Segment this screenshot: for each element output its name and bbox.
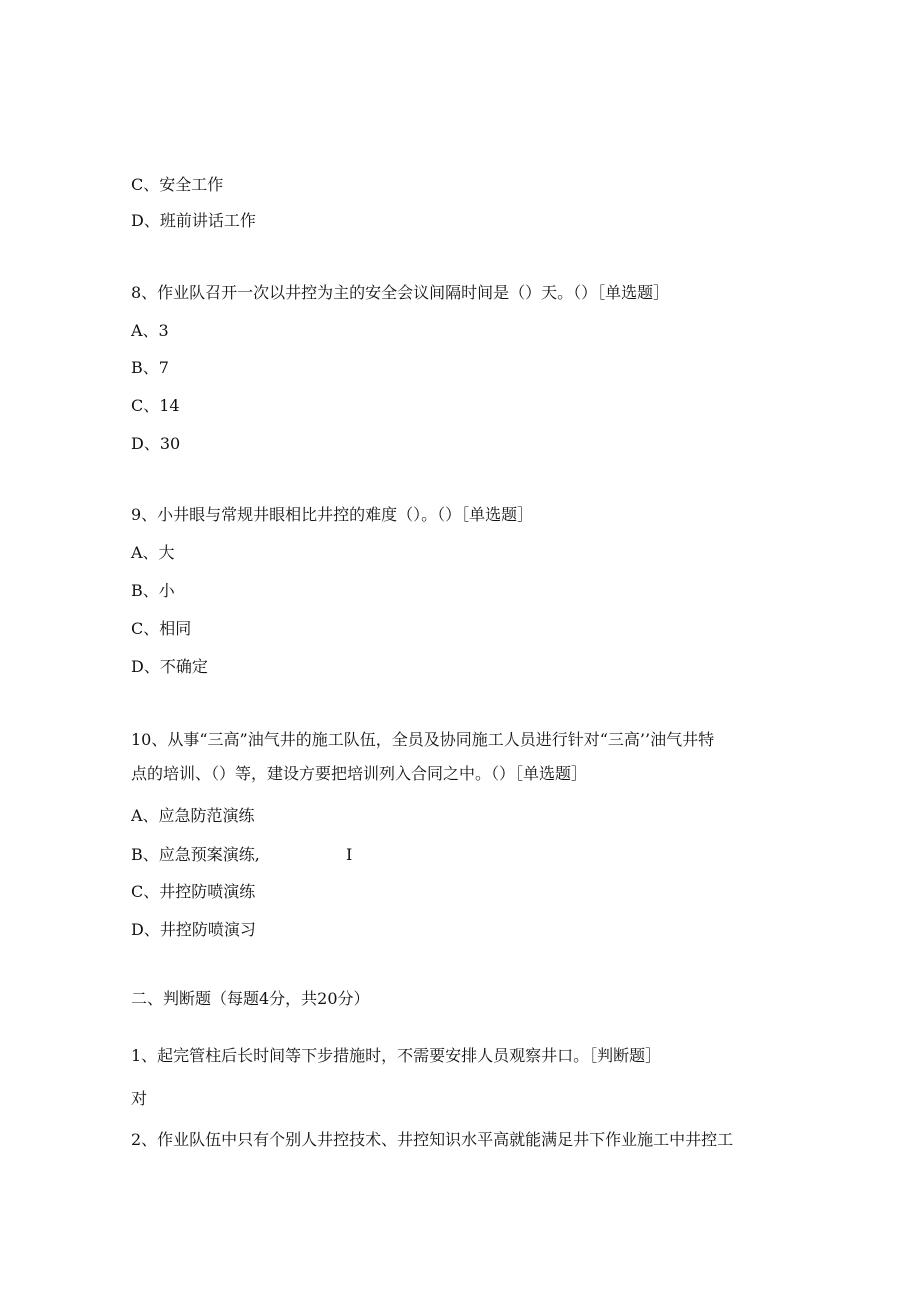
tf1-question: 1、起完管柱后长时间等下步措施时，不需要安排人员观察井口。［判断题］ xyxy=(131,1046,662,1065)
section2-heading: 二、判断题（每题4分，共20分） xyxy=(131,989,370,1008)
tf2-question: 2、作业队伍中只有个别人井控技术、井控知识水平高就能满足井下作业施工中井控工 xyxy=(131,1130,734,1149)
q9-option-c: C、相同 xyxy=(131,619,192,638)
q9-option-b: B、小 xyxy=(131,581,175,600)
q8-question: 8、作业队召开一次以井控为主的安全会议间隔时间是（）天。（）［单选题］ xyxy=(131,283,670,302)
q9-option-d: D、不确定 xyxy=(131,657,208,676)
q8-option-a: A、3 xyxy=(131,321,169,340)
q7-option-c: C、安全工作 xyxy=(131,175,224,194)
q8-option-b: B、7 xyxy=(131,358,169,377)
q9-question: 9、小井眼与常规井眼相比井控的难度（）。（）［单选题］ xyxy=(131,505,534,524)
stray-cursor-mark: I xyxy=(346,845,353,864)
q10-option-b: B、应急预案演练, xyxy=(131,845,260,864)
tf1-answer: 对 xyxy=(131,1089,148,1108)
q10-question-line1: 10、从事“三高”油气井的施工队伍，全员及协同施工人员进行针对“三高’’油气井特 xyxy=(131,730,715,749)
q10-option-c: C、井控防喷演练 xyxy=(131,882,256,901)
q10-option-a: A、应急防范演练 xyxy=(131,806,255,825)
q8-option-c: C、14 xyxy=(131,396,180,415)
q9-option-a: A、大 xyxy=(131,543,175,562)
q7-option-d: D、班前讲话工作 xyxy=(131,211,256,230)
q8-option-d: D、30 xyxy=(131,434,181,453)
q10-option-d: D、井控防喷演习 xyxy=(131,920,256,939)
q10-question-line2: 点的培训、（）等，建设方要把培训列入合同之中。（）［单选题］ xyxy=(131,764,588,783)
